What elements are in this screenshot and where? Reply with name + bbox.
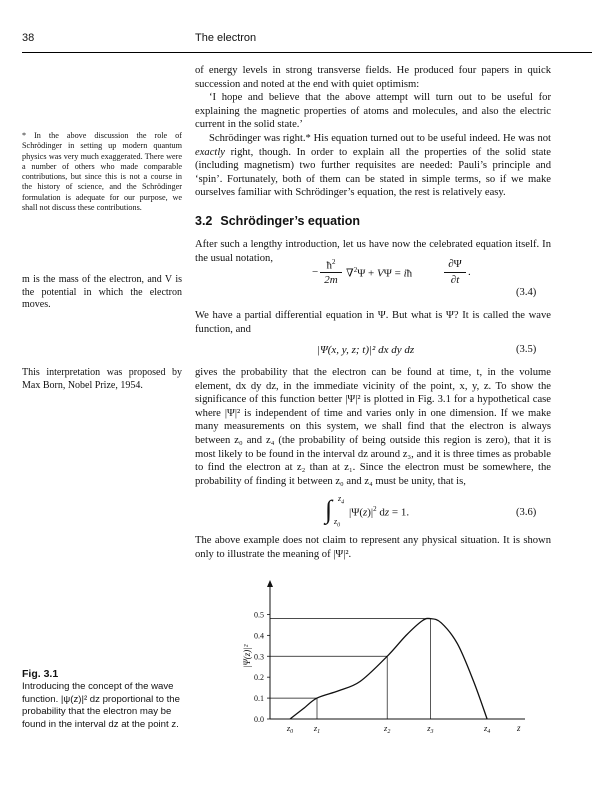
sidenote-born: This interpretation was proposed by Max Born, Nobel Prize, 1954. xyxy=(22,367,182,391)
figure-caption xyxy=(22,668,187,731)
figure-label: Fig. 3.1 xyxy=(22,668,59,680)
x-tick-label: $z_3$ xyxy=(427,723,434,735)
x-tick-label: $z_4$ xyxy=(483,723,491,735)
x-axis-label: z xyxy=(517,723,521,733)
y-tick-label: 0.4 xyxy=(254,631,264,641)
y-tick-label: 0.1 xyxy=(254,694,264,704)
y-axis-arrow xyxy=(267,580,273,587)
p3-emphasis: exactly xyxy=(195,146,225,158)
equation-3-4-number: (3.4) xyxy=(516,287,537,298)
intro-text xyxy=(195,64,551,200)
x-tick-label: $z_1$ xyxy=(313,723,321,735)
equation-3-5-number: (3.5) xyxy=(516,344,537,355)
section-title: Schrödinger’s equation xyxy=(220,214,360,228)
equation-3-6: ∫ $z_4$ $z_0$ $|\Psi(z)|^2$ dz = 1. xyxy=(325,494,410,529)
x-tick-label: $z_2$ xyxy=(384,723,391,735)
paragraph-probability: gives the probability that the electron can be found at time, t, in the volume element, dx dy dz, in the immediate vicinity of the point, x, y, z. To show the significance of this function better |Ψ|² is plotted in Fig. 3.1 for a hypothetical case where |Ψ|² is independent of time and varies only in one dimension. If we make many measurements on this system, we shall find that the electron is always between z₀ and z₄ (the probability of being outside this region is zero), that it is most likely to be found in the interval dz around z₃, and it is three times as probable to find the electron at z₂ than at z₁. Since the electron must be somewhere, the probability of finding it between z₀ and z₄ must be unity, that is, xyxy=(195,367,551,487)
running-head: The electron xyxy=(195,32,257,44)
section-number: 3.2 xyxy=(195,214,213,228)
sidenote-m-v: m is the mass of the electron, and V is the potential in which the electron moves. xyxy=(22,274,182,311)
p3-start: Schrödinger was right.* His equation turned out to be useful indeed. He was not xyxy=(209,132,551,144)
y-tick-label: 0.5 xyxy=(254,610,264,620)
y-axis-label: |Ψ(z)|² xyxy=(242,644,252,669)
figure-caption-text: Introducing the concept of the wave function. |ψ(z)|² dz proportional to the probability that the electron may be found in the interval dz at the point z. xyxy=(22,681,180,730)
x-tick-label: $z_0$ xyxy=(286,723,294,735)
page-number: 38 xyxy=(22,32,35,44)
paragraph-1: of energy levels in strong transverse fields. He produced four papers in quick succession and noted at the end with quiet optimism: xyxy=(195,65,551,90)
wave-function-chart xyxy=(240,578,540,738)
paragraph-notation: After such a lengthy introduction, let us have now the celebrated equation itself. In the usual notation, xyxy=(195,239,551,264)
paragraph-wave-function: We have a partial differential equation in Ψ. But what is Ψ? It is called the wave function, and xyxy=(195,310,551,335)
footnote: * In the above discussion the role of Schrödinger in setting up modern quantum physics was very much exaggerated. There were a number of others who made comparable contributions, but since this is not a course in the history of science, and the Schrödinger formulation is adequate for our purpose, we shall not discuss these contributions. xyxy=(22,131,182,213)
probability-curve xyxy=(290,618,487,719)
paragraph-schrodinger-right xyxy=(195,132,551,200)
equation-3-6-number: (3.6) xyxy=(516,507,537,518)
equation-3-5: |Ψ(x, y, z; t)|² dx dy dz xyxy=(317,344,415,356)
y-tick-label: 0.3 xyxy=(254,652,264,662)
paragraph-example: The above example does not claim to represent any physical situation. It is shown only to illustrate the meaning of |Ψ|². xyxy=(195,535,551,560)
p3-end: right, though. In order to explain all the properties of the solid state (including magnetism) two further requisites are needed: Pauli’s principle and ‘spin’. Fortunately, both of them can be stated in simple terms, so if we make ourselves familiar with Schrödinger’s equation, the rest is relatively easy. xyxy=(195,146,551,199)
section-heading xyxy=(195,214,360,228)
paragraph-quote: ‘I hope and believe that the above attempt will turn out to be useful for explaining the magnetic properties of atoms and molecules, and also the electric current in the solid state.’ xyxy=(195,92,551,131)
y-tick-label: 0.0 xyxy=(254,715,264,724)
header-rule xyxy=(22,52,592,53)
y-tick-label: 0.2 xyxy=(254,673,264,683)
